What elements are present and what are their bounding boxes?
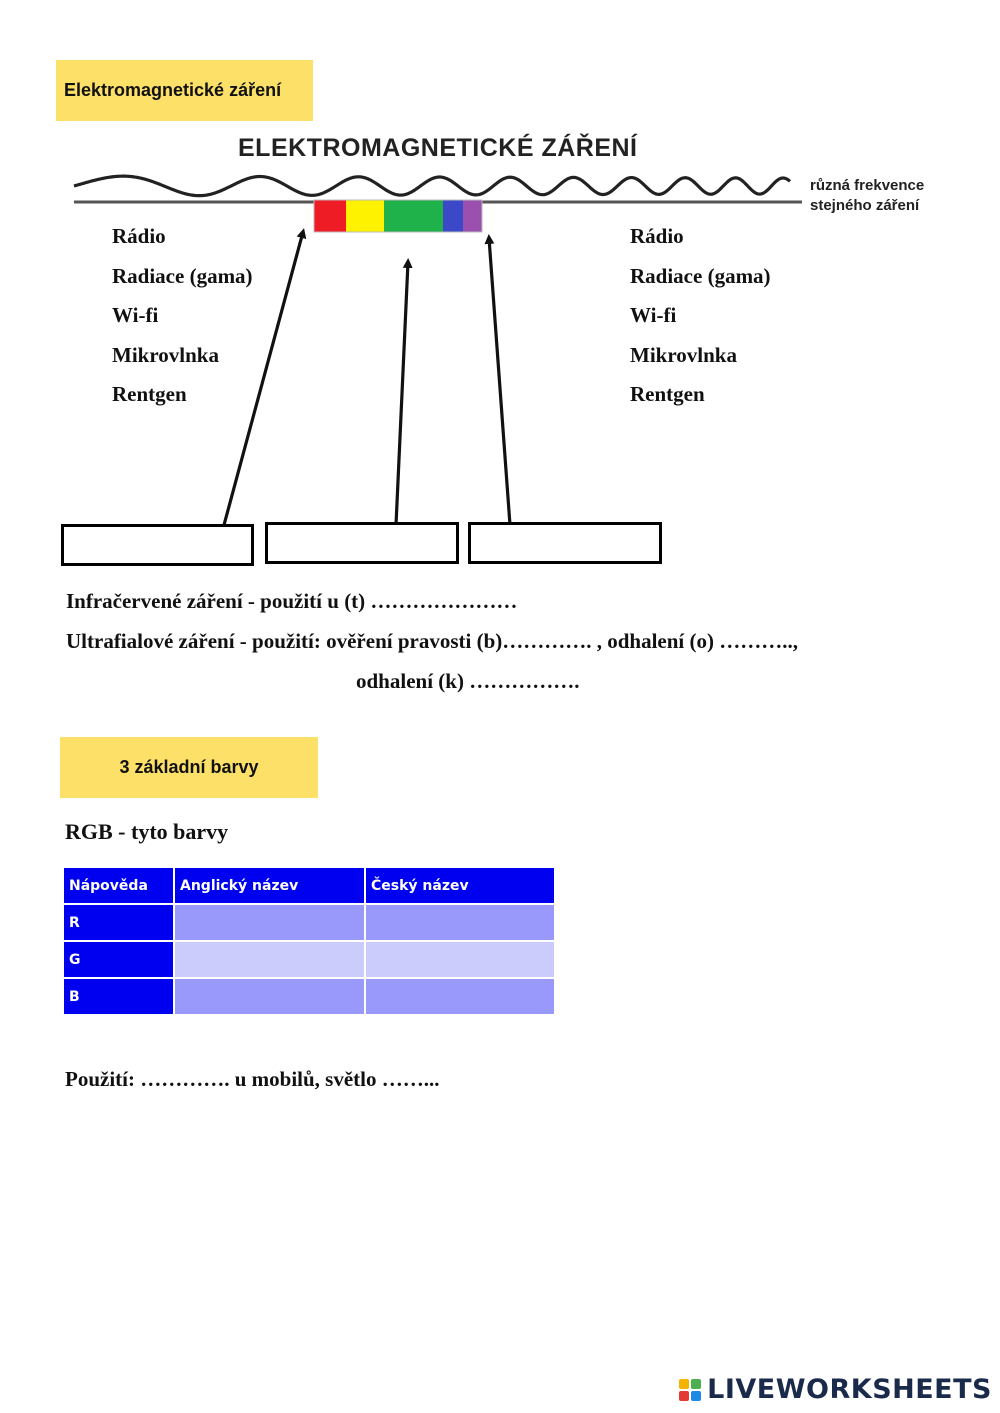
usage-line: Použití: …………. u mobilů, světlo ……... bbox=[65, 1067, 440, 1091]
rgb-table bbox=[62, 866, 556, 1016]
left-item-gamma: Radiace (gama) bbox=[112, 263, 253, 288]
frequency-wave bbox=[74, 176, 790, 196]
rgb-text: RGB - tyto barvy bbox=[65, 819, 229, 844]
table-row bbox=[63, 904, 555, 941]
czech-name-input[interactable] bbox=[365, 904, 555, 941]
czech-name-input[interactable] bbox=[365, 978, 555, 1015]
table-row bbox=[63, 978, 555, 1015]
diagram-title: ELEKTROMAGNETICKÉ ZÁŘENÍ bbox=[238, 134, 638, 162]
answer-box-2[interactable] bbox=[265, 522, 459, 564]
table-header-row bbox=[63, 867, 555, 904]
spectrum-violet bbox=[463, 200, 482, 232]
arrow-3 bbox=[489, 238, 510, 525]
liveworksheets-logo-icon bbox=[679, 1379, 701, 1401]
right-item-wifi: Wi-fi bbox=[630, 303, 677, 327]
section-heading-em-text: Elektromagnetické záření bbox=[64, 80, 282, 100]
left-item-radio: Rádio bbox=[112, 224, 166, 248]
answer-box-3[interactable] bbox=[468, 522, 662, 564]
right-item-gamma: Radiace (gama) bbox=[630, 263, 771, 288]
wave-note bbox=[810, 176, 924, 216]
row-key: R bbox=[63, 904, 174, 941]
right-item-radio: Rádio bbox=[630, 224, 684, 248]
uv-line-cont: odhalení (k) ……………. bbox=[356, 669, 580, 693]
left-item-microwave: Mikrovlnka bbox=[112, 342, 219, 367]
infrared-line: Infračervené záření - použití u (t) ………………… bbox=[66, 589, 518, 613]
row-key: G bbox=[63, 941, 174, 978]
english-name-input[interactable] bbox=[174, 941, 365, 978]
english-name-input[interactable] bbox=[174, 904, 365, 941]
left-wave-list bbox=[112, 217, 253, 415]
header-czech: Český název bbox=[365, 867, 555, 904]
left-item-xray: Rentgen bbox=[112, 382, 187, 406]
answer-box-1[interactable] bbox=[61, 524, 254, 566]
arrow-2 bbox=[396, 262, 408, 525]
right-wave-list bbox=[630, 217, 771, 415]
header-english: Anglický název bbox=[174, 867, 365, 904]
spectrum-blue bbox=[443, 200, 463, 232]
right-item-xray: Rentgen bbox=[630, 382, 705, 406]
uv-line: Ultrafialové záření - použití: ověření pravosti (b)…………. , odhalení (o) ……….., bbox=[66, 629, 799, 653]
czech-name-input[interactable] bbox=[365, 941, 555, 978]
right-item-microwave: Mikrovlnka bbox=[630, 342, 737, 367]
left-item-wifi: Wi-fi bbox=[112, 303, 159, 327]
row-key: B bbox=[63, 978, 174, 1015]
header-hint: Nápověda bbox=[63, 867, 174, 904]
spectrum-green bbox=[384, 200, 443, 232]
brand-name: LIVEWORKSHEETS bbox=[707, 1374, 992, 1405]
section-heading-rgb-text: 3 základní barvy bbox=[119, 757, 259, 777]
wave-note-line2: stejného záření bbox=[810, 197, 920, 214]
spectrum-red bbox=[314, 200, 346, 232]
brand-logo bbox=[679, 1374, 992, 1405]
wave-note-line1: různá frekvence bbox=[810, 177, 925, 194]
spectrum-yellow bbox=[346, 200, 384, 232]
section-heading-rgb bbox=[60, 737, 318, 798]
table-row bbox=[63, 941, 555, 978]
english-name-input[interactable] bbox=[174, 978, 365, 1015]
